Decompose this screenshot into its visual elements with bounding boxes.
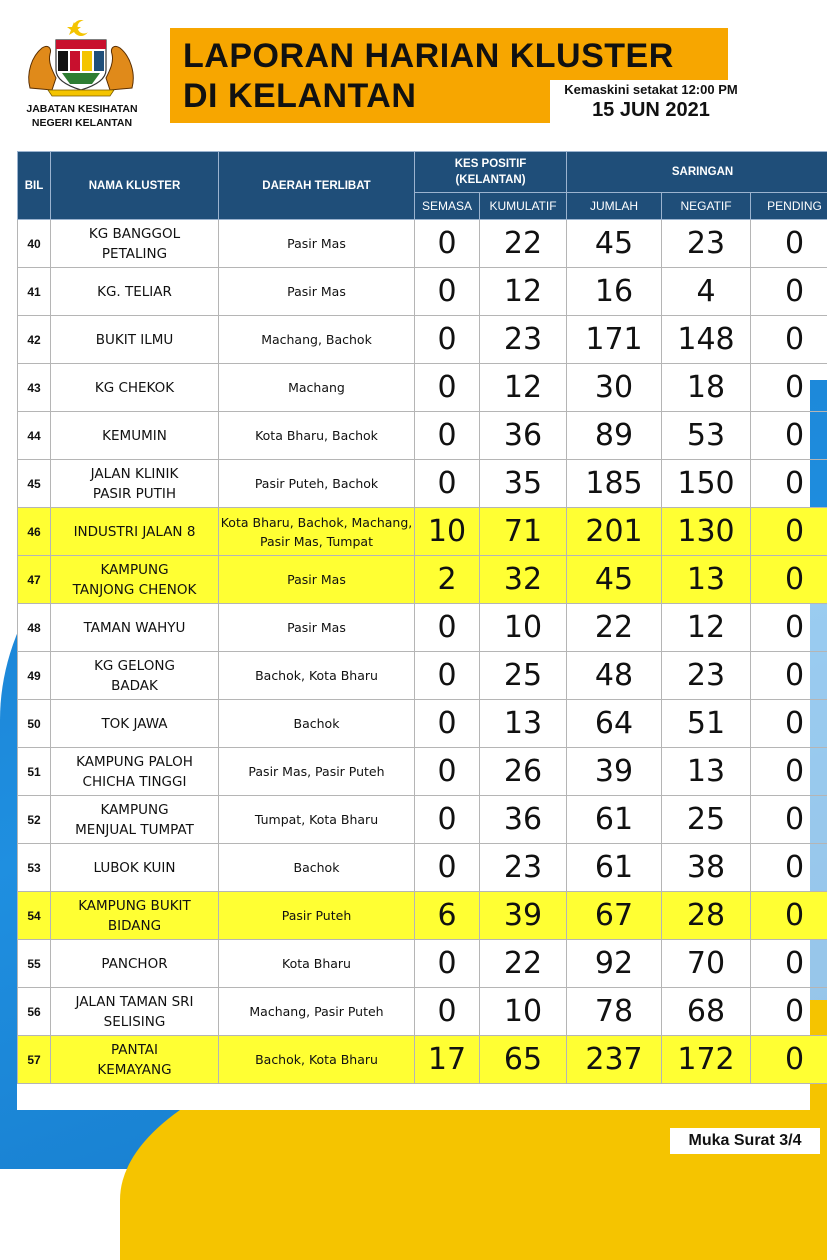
cell-nama-kluster [51,412,219,460]
table-row [18,316,827,364]
cell-negatif: 150 [662,460,751,508]
cluster-table-container [17,151,810,1110]
title-line1: LAPORAN HARIAN KLUSTER [183,36,728,76]
table-row [18,364,827,412]
cell-kumulatif: 71 [480,508,567,556]
cell-semasa: 6 [415,892,480,940]
cell-pending: 0 [751,892,827,940]
cell-daerah [219,892,415,940]
nama-kluster-line: BIDANG [51,916,218,936]
cell-pending: 0 [751,316,827,364]
cell-pending: 0 [751,364,827,412]
cell-bil: 44 [18,412,51,460]
cell-nama-kluster [51,748,219,796]
cell-semasa: 17 [415,1036,480,1084]
cell-jumlah: 185 [567,460,662,508]
cell-semasa: 0 [415,316,480,364]
cell-jumlah: 67 [567,892,662,940]
cell-kumulatif: 12 [480,364,567,412]
cell-nama-kluster [51,364,219,412]
cell-jumlah: 92 [567,940,662,988]
table-header-row [18,152,827,193]
page-number: Muka Surat 3/4 [670,1128,820,1154]
cell-pending: 0 [751,412,827,460]
cell-jumlah: 61 [567,844,662,892]
daerah-line: Machang, Pasir Puteh [219,1002,414,1021]
cell-pending: 0 [751,220,827,268]
title-line2: DI KELANTAN [183,76,728,116]
cell-jumlah: 22 [567,604,662,652]
daerah-line: Kota Bharu, Bachok [219,426,414,445]
cell-semasa: 0 [415,700,480,748]
cell-daerah [219,364,415,412]
cell-negatif: 23 [662,220,751,268]
daerah-line: Kota Bharu [219,954,414,973]
cell-semasa: 0 [415,940,480,988]
nama-kluster-line: JALAN TAMAN SRI [51,992,218,1012]
cell-daerah [219,460,415,508]
cell-kumulatif: 10 [480,988,567,1036]
department-line2: NEGERI KELANTAN [8,116,156,130]
daerah-line: Pasir Mas, Pasir Puteh [219,762,414,781]
table-row [18,1036,827,1084]
daerah-line: Tumpat, Kota Bharu [219,810,414,829]
cell-pending: 0 [751,604,827,652]
cell-nama-kluster [51,556,219,604]
cell-bil: 47 [18,556,51,604]
nama-kluster-line: KG GELONG [51,656,218,676]
cell-nama-kluster [51,892,219,940]
cell-nama-kluster [51,1036,219,1084]
cell-daerah [219,268,415,316]
header-negatif: NEGATIF [662,193,751,220]
cell-jumlah: 61 [567,796,662,844]
table-row [18,940,827,988]
cell-daerah [219,652,415,700]
nama-kluster-line: KG BANGGOL [51,224,218,244]
nama-kluster-line: SELISING [51,1012,218,1032]
cluster-table [17,151,827,1084]
cell-semasa: 0 [415,652,480,700]
cell-jumlah: 237 [567,1036,662,1084]
cell-jumlah: 45 [567,556,662,604]
cell-nama-kluster [51,220,219,268]
nama-kluster-line: TANJONG CHENOK [51,580,218,600]
nama-kluster-line: CHICHA TINGGI [51,772,218,792]
nama-kluster-line: PETALING [51,244,218,264]
department-name [8,102,156,130]
cell-semasa: 0 [415,268,480,316]
cell-pending: 0 [751,700,827,748]
update-label: Kemaskini setakat 12:00 PM [550,81,752,99]
cell-semasa: 0 [415,796,480,844]
cell-pending: 0 [751,796,827,844]
nama-kluster-line: TOK JAWA [51,714,218,734]
cell-kumulatif: 12 [480,268,567,316]
cell-negatif: 68 [662,988,751,1036]
nama-kluster-line: MENJUAL TUMPAT [51,820,218,840]
cell-nama-kluster [51,652,219,700]
nama-kluster-line: KAMPUNG PALOH [51,752,218,772]
cell-bil: 43 [18,364,51,412]
nama-kluster-line: KG. TELIAR [51,282,218,302]
cell-kumulatif: 23 [480,316,567,364]
cell-bil: 56 [18,988,51,1036]
malaysia-coat-of-arms-icon [22,18,140,98]
cell-bil: 40 [18,220,51,268]
cell-pending: 0 [751,508,827,556]
daerah-line: Machang [219,378,414,397]
cell-bil: 52 [18,796,51,844]
department-line1: JABATAN KESIHATAN [8,102,156,116]
nama-kluster-line: LUBOK KUIN [51,858,218,878]
cell-jumlah: 39 [567,748,662,796]
daerah-line: Pasir Mas [219,570,414,589]
daerah-line: Pasir Mas [219,234,414,253]
cell-daerah [219,748,415,796]
daerah-line: Pasir Puteh, Bachok [219,474,414,493]
nama-kluster-line: INDUSTRI JALAN 8 [51,522,218,542]
cell-kumulatif: 32 [480,556,567,604]
cell-negatif: 18 [662,364,751,412]
cell-daerah [219,220,415,268]
nama-kluster-line: JALAN KLINIK [51,464,218,484]
daerah-line: Pasir Puteh [219,906,414,925]
cell-pending: 0 [751,556,827,604]
table-row [18,604,827,652]
nama-kluster-line: BADAK [51,676,218,696]
cell-jumlah: 78 [567,988,662,1036]
cell-daerah [219,988,415,1036]
nama-kluster-line: KG CHEKOK [51,378,218,398]
daerah-line: Bachok, Kota Bharu [219,666,414,685]
cell-negatif: 25 [662,796,751,844]
cell-nama-kluster [51,940,219,988]
nama-kluster-line: PASIR PUTIH [51,484,218,504]
cell-bil: 55 [18,940,51,988]
cell-semasa: 0 [415,412,480,460]
cell-pending: 0 [751,844,827,892]
daerah-line: Pasir Mas [219,282,414,301]
cell-daerah [219,508,415,556]
cell-daerah [219,604,415,652]
update-info [550,80,752,124]
daerah-line: Pasir Mas, Tumpat [219,532,414,551]
header-kes-line1: KES POSITIF [415,156,566,172]
nama-kluster-line: KEMAYANG [51,1060,218,1080]
cell-negatif: 130 [662,508,751,556]
cell-semasa: 0 [415,844,480,892]
cell-negatif: 38 [662,844,751,892]
cell-negatif: 51 [662,700,751,748]
nama-kluster-line: KAMPUNG [51,800,218,820]
cell-kumulatif: 26 [480,748,567,796]
cell-jumlah: 16 [567,268,662,316]
table-row [18,988,827,1036]
cell-kumulatif: 36 [480,796,567,844]
cell-bil: 48 [18,604,51,652]
cell-nama-kluster [51,460,219,508]
cell-bil: 45 [18,460,51,508]
cell-jumlah: 89 [567,412,662,460]
header-kes-line2: (KELANTAN) [415,172,566,188]
table-row [18,700,827,748]
cell-daerah [219,700,415,748]
cell-kumulatif: 35 [480,460,567,508]
daerah-line: Bachok [219,714,414,733]
table-row [18,220,827,268]
header-jumlah: JUMLAH [567,193,662,220]
cell-bil: 51 [18,748,51,796]
cell-daerah [219,940,415,988]
cell-nama-kluster [51,844,219,892]
cell-kumulatif: 65 [480,1036,567,1084]
cell-negatif: 53 [662,412,751,460]
cell-negatif: 12 [662,604,751,652]
header-kumulatif: KUMULATIF [480,193,567,220]
cell-negatif: 148 [662,316,751,364]
cell-jumlah: 45 [567,220,662,268]
cell-kumulatif: 13 [480,700,567,748]
table-row [18,556,827,604]
nama-kluster-line: KAMPUNG [51,560,218,580]
cell-negatif: 172 [662,1036,751,1084]
cell-kumulatif: 23 [480,844,567,892]
cell-nama-kluster [51,316,219,364]
cell-daerah [219,796,415,844]
table-body [18,220,827,1084]
cell-semasa: 0 [415,460,480,508]
cell-daerah [219,1036,415,1084]
cell-jumlah: 201 [567,508,662,556]
header-nama-kluster: NAMA KLUSTER [51,152,219,220]
header-group-kes-positif [415,152,567,193]
cell-kumulatif: 10 [480,604,567,652]
cell-bil: 54 [18,892,51,940]
update-date: 15 JUN 2021 [550,99,752,121]
cell-bil: 53 [18,844,51,892]
cell-nama-kluster [51,604,219,652]
cell-nama-kluster [51,988,219,1036]
cell-pending: 0 [751,460,827,508]
nama-kluster-line: KEMUMIN [51,426,218,446]
cell-bil: 57 [18,1036,51,1084]
daerah-line: Bachok [219,858,414,877]
cell-pending: 0 [751,748,827,796]
daerah-line: Machang, Bachok [219,330,414,349]
nama-kluster-line: TAMAN WAHYU [51,618,218,638]
cell-negatif: 28 [662,892,751,940]
cell-nama-kluster [51,796,219,844]
cell-daerah [219,316,415,364]
cell-pending: 0 [751,940,827,988]
nama-kluster-line: PANCHOR [51,954,218,974]
table-row [18,412,827,460]
cell-pending: 0 [751,652,827,700]
cell-semasa: 0 [415,748,480,796]
table-row [18,796,827,844]
cell-semasa: 0 [415,220,480,268]
table-row [18,268,827,316]
cell-jumlah: 171 [567,316,662,364]
cell-semasa: 0 [415,604,480,652]
cell-kumulatif: 39 [480,892,567,940]
cell-daerah [219,556,415,604]
cell-semasa: 0 [415,988,480,1036]
cell-semasa: 2 [415,556,480,604]
cell-pending: 0 [751,1036,827,1084]
cell-bil: 50 [18,700,51,748]
cell-negatif: 23 [662,652,751,700]
cell-negatif: 13 [662,748,751,796]
cell-jumlah: 64 [567,700,662,748]
daerah-line: Bachok, Kota Bharu [219,1050,414,1069]
daerah-line: Kota Bharu, Bachok, Machang, [219,513,414,532]
cell-bil: 41 [18,268,51,316]
cell-jumlah: 48 [567,652,662,700]
cell-semasa: 10 [415,508,480,556]
cell-pending: 0 [751,988,827,1036]
table-row [18,508,827,556]
nama-kluster-line: BUKIT ILMU [51,330,218,350]
cell-daerah [219,412,415,460]
nama-kluster-line: KAMPUNG BUKIT [51,896,218,916]
cell-bil: 46 [18,508,51,556]
cell-kumulatif: 22 [480,220,567,268]
cell-bil: 42 [18,316,51,364]
cell-kumulatif: 22 [480,940,567,988]
cell-nama-kluster [51,700,219,748]
header-group-saringan: SARINGAN [567,152,827,193]
cell-kumulatif: 25 [480,652,567,700]
cell-kumulatif: 36 [480,412,567,460]
table-row [18,652,827,700]
table-row [18,748,827,796]
cell-nama-kluster [51,268,219,316]
nama-kluster-line: PANTAI [51,1040,218,1060]
table-row [18,892,827,940]
table-row [18,844,827,892]
cell-daerah [219,844,415,892]
cell-negatif: 4 [662,268,751,316]
daerah-line: Pasir Mas [219,618,414,637]
table-row [18,460,827,508]
header-semasa: SEMASA [415,193,480,220]
cell-semasa: 0 [415,364,480,412]
cell-nama-kluster [51,508,219,556]
cell-negatif: 13 [662,556,751,604]
cell-jumlah: 30 [567,364,662,412]
header-bil: BIL [18,152,51,220]
header-pending: PENDING [751,193,827,220]
header-daerah-terlibat: DAERAH TERLIBAT [219,152,415,220]
cell-bil: 49 [18,652,51,700]
cell-pending: 0 [751,268,827,316]
cell-negatif: 70 [662,940,751,988]
